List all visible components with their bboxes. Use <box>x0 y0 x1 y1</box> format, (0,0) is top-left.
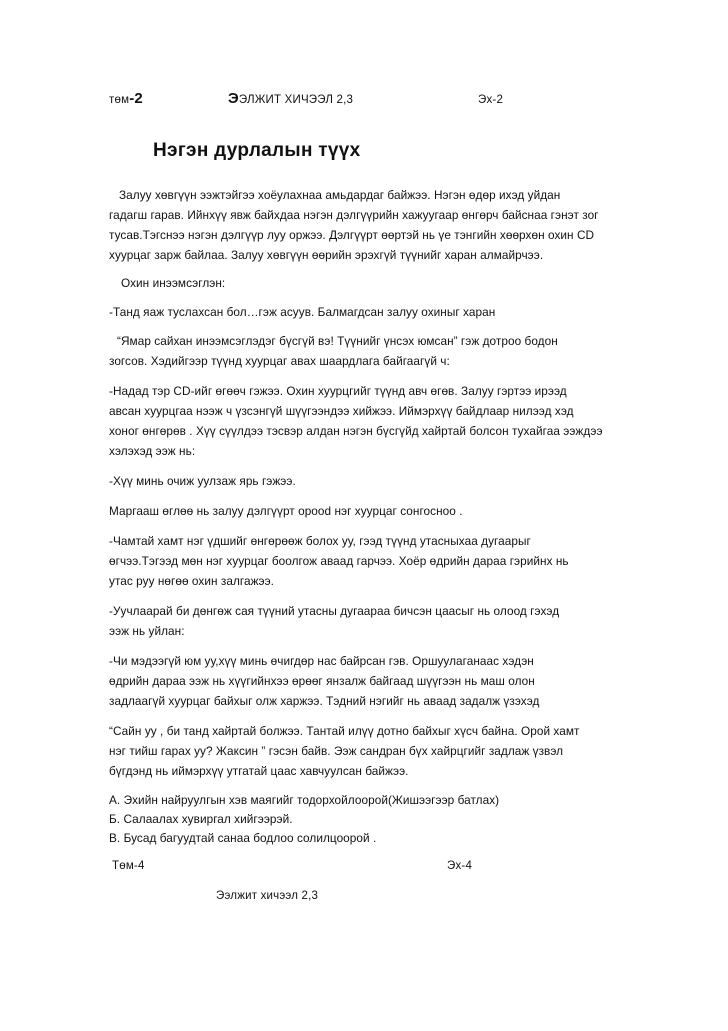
header-exercise: Эх-2 <box>478 94 504 106</box>
body-line: өгчээ.Тэгээд мөн нэг хуурцаг боолгож аваад гарчээ. Хоёр өдрийн дараа гэрийнх нь <box>109 554 569 568</box>
body-line: Б. Салаалах хувиргал хийгээрэй. <box>109 812 293 826</box>
body-line: авсан хуурцгаа нээж ч үзсэнгүй шүүгээндээ хийжээ. Иймэрхүү байдлаар нилээд хэд <box>109 404 574 418</box>
body-line: -Чи мэдээгүй юм уу,хүү минь өчигдөр нас байрсан гэв. Оршуулаганаас хэдэн <box>109 654 534 668</box>
body-line: тусав.Тэгснээ нэгэн дэлгүүр луу оржээ. Дэлгүүрт өөртэй нь үе тэнгийн хөөрхөн охин CD <box>109 228 595 242</box>
body-line: -Хүү минь очиж уулзаж ярь гэжээ. <box>109 474 296 488</box>
subject-number: -2 <box>129 90 143 107</box>
body-line: нэг тийш гарах уу? Жаксин ” гэсэн байв. Ээж сандран бүх хайрцгийг задлаж үзвэл <box>109 744 564 758</box>
body-line: “Сайн уу , би танд хайртай болжээ. Тантай илүү дотно байхыг хүсч байна. Орой хамт <box>109 724 580 738</box>
footer-topic: Ээлжит хичээл 2,3 <box>216 890 319 902</box>
header-subject <box>109 90 143 107</box>
body-line: хуурцаг зарж байлаа. Залуу хөвгүүн өөрийн эрэхгүй түүнийг харан алмайрчээ. <box>109 248 544 262</box>
body-line: хоног өнгөрөв . Хүү сүүлдээ тэсвэр алдан нэгэн бүсгүйд хайртай болсон тухайгаа ээждээ <box>109 424 603 438</box>
body-line: -Танд яаж туслахсан бол…гэж асуув. Балмагдсан залуу охиныг харан <box>109 305 496 319</box>
header-topic <box>228 90 353 107</box>
subject-prefix: тө <box>109 94 122 106</box>
body-line: хэлэхэд ээж нь: <box>109 444 196 458</box>
body-line: өдрийн дараа ээж нь хүүгийнхээ өрөөг янзалж байгаад шүүгээн нь маш олон <box>109 674 535 688</box>
body-line: бүгдэнд нь иймэрхүү утгатай цаас хавчуулсан байжээ. <box>109 764 409 778</box>
body-line: гадагш гарав. Ийнхүү явж байхдаа нэгэн дэлгүүрийн хажуугаар өнгөрч байснаа гэнэт зог <box>109 208 599 222</box>
body-line: Залуу хөвгүүн ээжтэйгээ хоёулахнаа амьдардаг байжээ. Нэгэн өдөр ихэд уйдан <box>119 188 561 202</box>
body-line: задлаагүй хуурцаг байхыг олж харжээ. Тэдний нэгийг нь аваад задалж үзэхэд <box>109 694 540 708</box>
page-title: Нэгэн дурлалын түүх <box>153 140 361 161</box>
body-line: А. Эхийн найруулгын хэв маягийг тодорхойлоорой(Жишээгээр батлах) <box>109 793 500 807</box>
topic-first-letter: Э <box>228 90 239 107</box>
body-line: В. Бусад багуудтай санаа бодлоо солилцоорой . <box>109 831 377 845</box>
body-line: Охин инээмсэглэн: <box>121 276 226 290</box>
subject-mid: м <box>121 94 130 106</box>
body-line: -Уучлаарай би дөнгөж сая түүний утасны дугаараа бичсэн цаасыг нь олоод гэхэд <box>109 604 560 618</box>
body-line: Маргааш өглөө нь залуу дэлгүүрт орood нэг хуурцаг сонгосноо . <box>109 504 463 518</box>
body-line: “Ямар сайхан инээмсэглэдэг бүсгүй вэ! Түүнийг үнсэх юмсан” гэж дотроо бодон <box>117 334 558 348</box>
topic-rest: ЭЛЖИТ ХИЧЭЭЛ 2,3 <box>238 94 354 106</box>
body-line: -Чамтай хамт нэг үдшийг өнгөрөөж болох уу, гээд түүнд утасныхаа дугаарыг <box>109 534 531 548</box>
body-line: утас руу нөгөө охин залгажээ. <box>109 574 275 588</box>
body-line: -Надад тэр CD-ийг өгөөч гэжээ. Охин хуурцгийг түүнд авч өгөв. Залуу гэртээ ирээд <box>109 384 567 398</box>
footer-subject: Төм-4 <box>112 860 145 872</box>
body-line: зогсов. Хэдийгээр түүнд хуурцаг авах шаардлага байгаагүй ч: <box>109 354 450 368</box>
body-line: ээж нь уйлан: <box>109 624 185 638</box>
footer-exercise: Эх-4 <box>447 860 473 872</box>
